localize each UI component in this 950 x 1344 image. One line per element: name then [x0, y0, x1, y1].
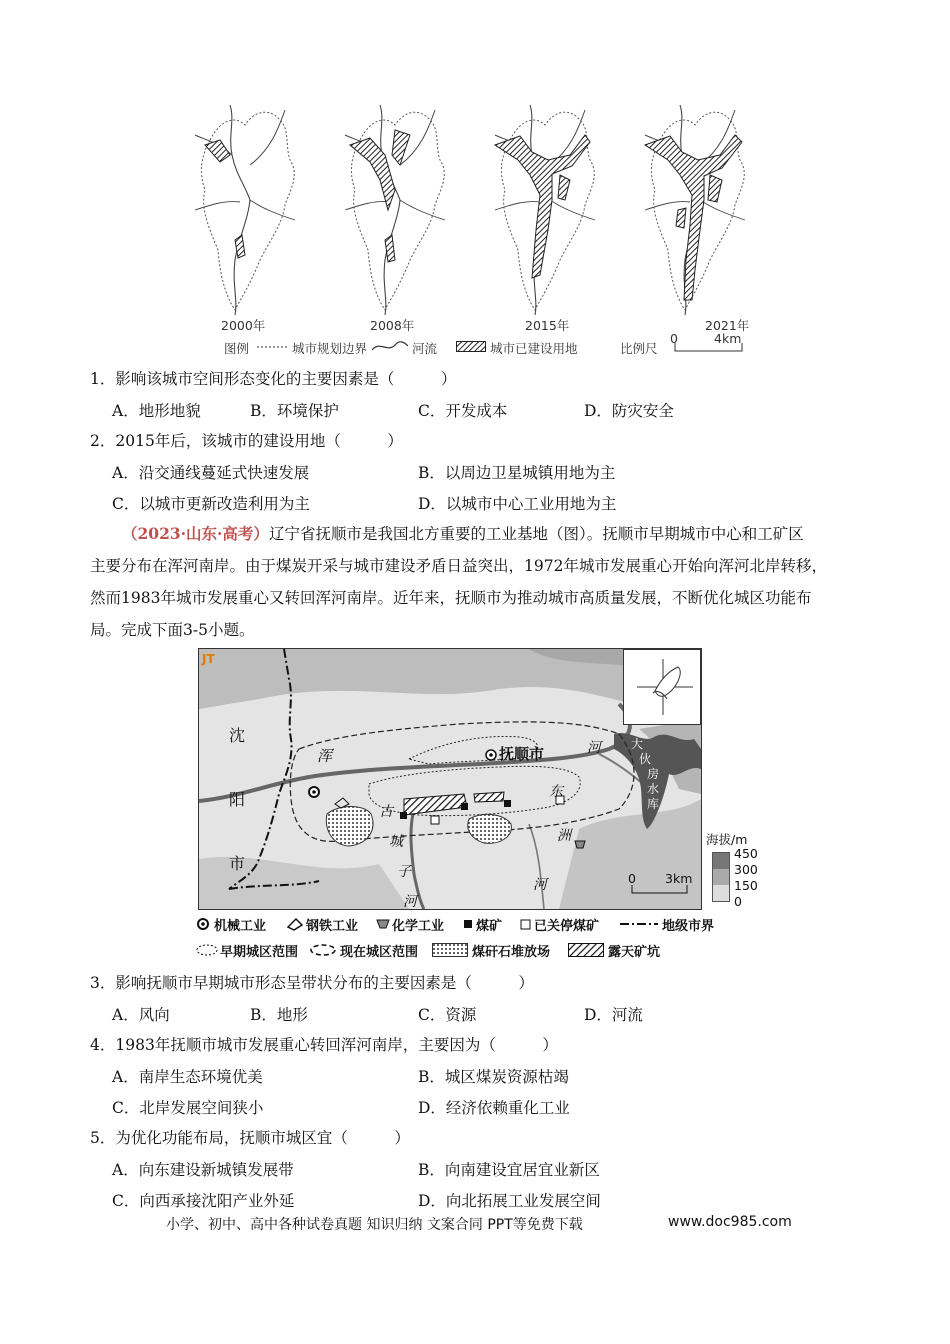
option-4d[interactable]: D．经济依赖重化工业 [418, 1099, 570, 1117]
scale-tick: 4km [714, 331, 742, 346]
scale-tick: 0 [670, 331, 678, 346]
shenyang-label: 沈 阳 市 [229, 726, 246, 873]
city-growth-maps [180, 100, 790, 320]
location-inset [623, 649, 701, 725]
coal-mine-icon [463, 919, 473, 929]
option-5b[interactable]: B．向南建设宜居宜业新区 [418, 1161, 600, 1179]
elevation-tick: 450 [734, 846, 758, 861]
footer-text: 小学、初中、高中各种试卷真题 知识归纳 文案合同 PPT等免费下载 [166, 1217, 583, 1233]
river-icon [372, 340, 408, 354]
map-2015 [495, 105, 595, 315]
early-city-icon [196, 944, 218, 956]
river-he-label: 河 [587, 740, 601, 756]
option-3d[interactable]: D．河流 [584, 1006, 643, 1024]
option-2b[interactable]: B．以周边卫星城镇用地为主 [418, 464, 616, 482]
legend-planning-boundary: 城市规划边界 [292, 341, 368, 356]
map-scale-bar [631, 885, 691, 895]
question-1: 1．影响该城市空间形态变化的主要因素是（ ） [90, 370, 457, 388]
fushun-map [198, 648, 702, 910]
guchengzi-label: 古 城 子 河 [379, 804, 417, 910]
map-scale-tick: 0 [628, 871, 636, 886]
dong-label: 东 [549, 784, 563, 800]
option-2a[interactable]: A．沿交通线蔓延式快速发展 [112, 464, 310, 482]
legend-coal-mine: 煤矿 [476, 919, 503, 934]
machinery-icon [196, 917, 210, 931]
closed-mine-icon [520, 919, 531, 930]
year-label: 2021年 [705, 318, 750, 333]
legend-steel: 钢铁工业 [306, 919, 359, 934]
legend-gangue: 煤矸石堆放场 [472, 945, 551, 960]
year-label: 2000年 [221, 318, 266, 333]
year-label: 2008年 [370, 318, 415, 333]
option-3b[interactable]: B．地形 [250, 1006, 308, 1024]
option-1a[interactable]: A．地形地貌 [112, 402, 201, 420]
option-3a[interactable]: A．风向 [112, 1006, 170, 1024]
question-2: 2．2015年后，该城市的建设用地（ ） [90, 432, 403, 450]
option-5c[interactable]: C．向西承接沈阳产业外延 [112, 1192, 295, 1210]
option-1c[interactable]: C．开发成本 [418, 402, 508, 420]
map-scale-tick: 3km [665, 871, 693, 886]
option-4b[interactable]: B．城区煤炭资源枯竭 [418, 1068, 569, 1086]
legend-machinery: 机械工业 [214, 919, 267, 934]
elevation-tick: 300 [734, 862, 758, 877]
option-4a[interactable]: A．南岸生态环境优美 [112, 1068, 263, 1086]
elevation-tick: 0 [734, 894, 742, 909]
elevation-ramp [712, 852, 730, 902]
legend-title: 图例 [224, 341, 250, 356]
scale-label: 比例尺 [620, 341, 658, 356]
steel-icon [286, 917, 304, 931]
legend-early-city: 早期城区范围 [220, 945, 299, 960]
current-city-icon [310, 944, 336, 956]
hatch-icon [456, 341, 486, 352]
option-2d[interactable]: D．以城市中心工业用地为主 [418, 495, 617, 513]
zhou-label: 洲 [557, 828, 571, 844]
map-2021 [645, 105, 745, 315]
footer-link[interactable]: www.doc985.com [668, 1214, 792, 1230]
reservoir-label: 大 伙 房 水 库 [631, 737, 660, 811]
river-he2-label: 河 [533, 877, 547, 893]
option-5a[interactable]: A．向东建设新城镇发展带 [112, 1161, 294, 1179]
fushun-label: 抚顺市 [499, 745, 545, 763]
question-4: 4．1983年抚顺市城市发展重心转回浑河南岸，主要因为（ ） [90, 1036, 558, 1054]
legend-river: 河流 [412, 341, 438, 356]
option-1b[interactable]: B．环境保护 [250, 402, 339, 420]
gangue-icon [432, 943, 468, 957]
map-legend-row-2 [196, 940, 756, 960]
option-2c[interactable]: C．以城市更新改造利用为主 [112, 495, 310, 513]
passage: （2023·山东·高考）辽宁省抚顺市是我国北方重要的工业基地（图）。抚顺市早期城市中心和工矿区 主要分布在浑河南岸。由于煤炭开采与城市建设矛盾日益突出，1972年城市发展重心开始向浑河北岸转移， 然而1983年城市发展重心又转回浑河南岸。近年来，抚顺市为推动城市高质量发展，不断优化城区功能布 局。完成下面3-5小题。 [90, 524, 827, 639]
dotted-boundary-icon [257, 345, 289, 349]
option-5d[interactable]: D．向北拓展工业发展空间 [418, 1192, 601, 1210]
year-label: 2015年 [525, 318, 570, 333]
legend-built-up: 城市已建设用地 [490, 341, 578, 356]
open-pit-icon [568, 943, 604, 957]
closed-mine-icon [431, 816, 439, 824]
source-tag: （2023·山东·高考） [122, 524, 269, 543]
option-3c[interactable]: C．资源 [418, 1006, 477, 1024]
coal-mine-icon [461, 803, 468, 810]
svg-text:JT: JT [202, 652, 215, 666]
option-1d[interactable]: D．防灾安全 [584, 402, 674, 420]
legend-city-boundary: 地级市界 [662, 919, 715, 934]
legend-current-city: 现在城区范围 [340, 945, 419, 960]
map-2008 [345, 105, 445, 315]
question-5: 5．为优化功能布局，抚顺市城区宜（ ） [90, 1129, 410, 1147]
option-4c[interactable]: C．北岸发展空间狭小 [112, 1099, 264, 1117]
city-boundary-icon [620, 922, 658, 926]
elevation-title: 海拔/m [706, 832, 748, 847]
legend-open-pit: 露天矿坑 [608, 945, 661, 960]
legend-closed-mine: 已关停煤矿 [534, 919, 600, 934]
map-legend-row-1 [196, 914, 756, 934]
figure1-legend [224, 331, 784, 357]
hun-river-label: 浑 [317, 747, 333, 765]
elevation-tick: 150 [734, 878, 758, 893]
chemical-icon [376, 918, 390, 930]
legend-chemical: 化学工业 [392, 919, 445, 934]
question-3: 3．影响抚顺市早期城市形态呈带状分布的主要因素是（ ） [90, 974, 534, 992]
coal-mine-icon [504, 800, 511, 807]
map-2000 [195, 105, 295, 315]
